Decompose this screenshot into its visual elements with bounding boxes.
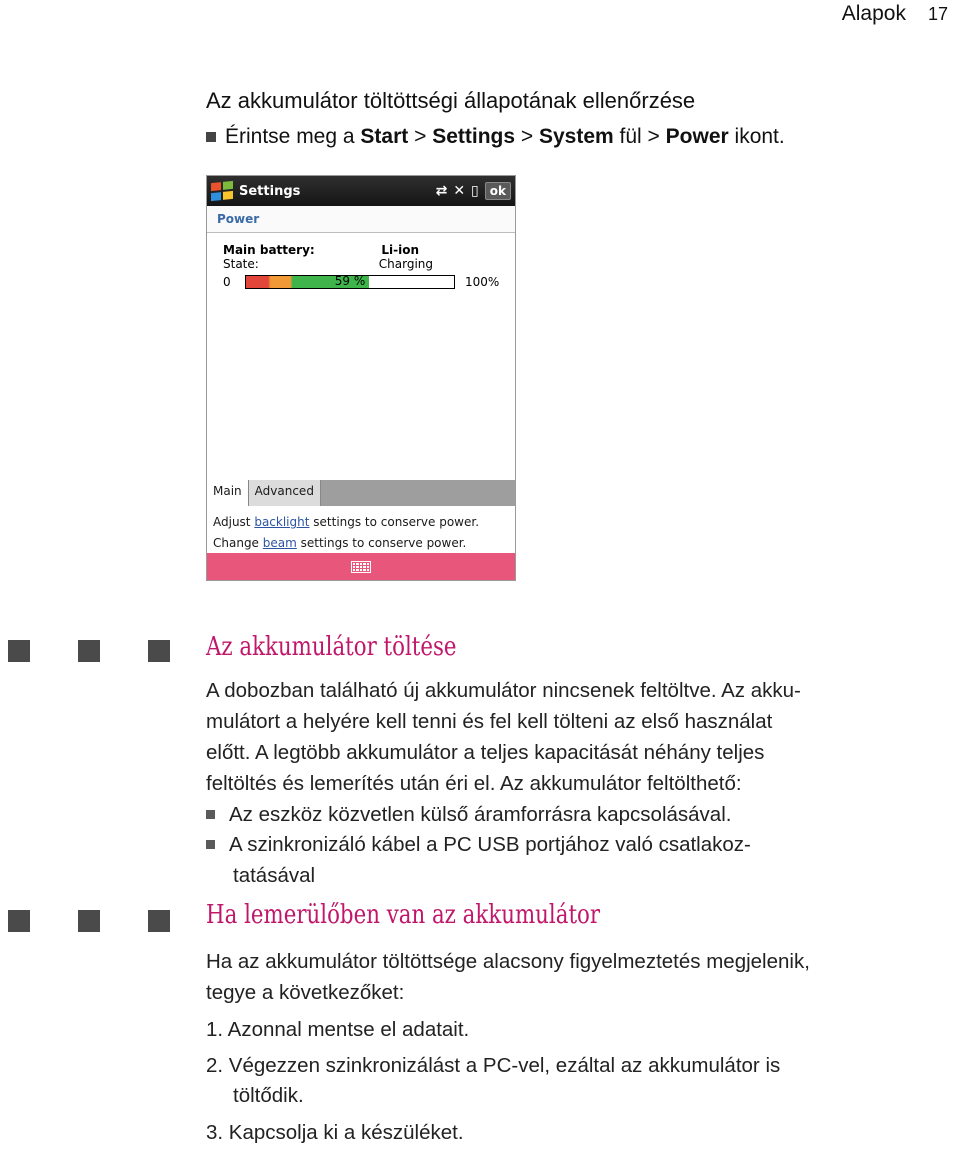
line2-pre: Change xyxy=(213,536,263,550)
instr-sep-1: > xyxy=(408,125,433,148)
section1-line-2: mulátort a helyére kell tenni és fel kell tölteni az első használat xyxy=(206,710,773,733)
sync-icon: ⇄ xyxy=(435,183,448,199)
phone-subtitle: Power xyxy=(207,206,515,233)
power-links xyxy=(213,512,479,554)
instr-sep-2: > xyxy=(515,125,539,148)
phone-tabs xyxy=(207,480,515,506)
phone-screenshot xyxy=(206,175,516,581)
section1-line-1: A dobozban található új akkumulátor nincsenek feltöltve. Az akku- xyxy=(206,679,801,702)
page-header xyxy=(842,0,948,28)
list-item: A szinkronizáló kábel a PC USB portjához való csatlakoz- xyxy=(206,830,751,860)
section-name: Alapok xyxy=(841,2,906,25)
list-item-continuation: tatásával xyxy=(233,864,316,887)
tab-main[interactable]: Main xyxy=(207,480,248,506)
line2-post: settings to conserve power. xyxy=(296,536,467,550)
state-value: Charging xyxy=(378,257,433,271)
line1-pre: Adjust xyxy=(213,515,255,529)
phone-title-bar xyxy=(207,176,515,206)
ok-button[interactable]: ok xyxy=(485,182,511,200)
step-3: 3. Kapcsolja ki a készüléket. xyxy=(206,1121,464,1144)
instr-text-1: Érintse meg a xyxy=(225,125,361,148)
instr-settings: Settings xyxy=(432,125,516,148)
list-item: Az eszköz közvetlen külső áramforrásra kapcsolásával. xyxy=(206,800,731,830)
bullet-icon xyxy=(206,840,215,849)
bar-max-label: 100% xyxy=(465,275,500,289)
section2-line-2: tegye a következőket: xyxy=(206,981,405,1004)
instr-system: System xyxy=(538,125,614,148)
bullet-icon xyxy=(206,810,215,819)
phone-title: Settings xyxy=(239,183,301,199)
battery-level-bar xyxy=(245,275,455,289)
instr-start: Start xyxy=(360,125,409,148)
phone-soft-key-bar xyxy=(207,553,515,580)
section2-line-1: Ha az akkumulátor töltöttsége alacsony figyelmeztetés megjelenik, xyxy=(206,950,810,973)
signal-off-icon: ✕ xyxy=(453,183,466,199)
section1-title: Az akkumulátor töltése xyxy=(206,632,457,662)
battery-charging-icon: ▯ xyxy=(471,183,479,199)
state-label: State: xyxy=(223,257,259,271)
section-marker xyxy=(8,640,170,662)
section1-line-4: feltöltés és lemerítés után éri el. Az akkumulátor feltölthető: xyxy=(206,772,742,795)
step-2-continuation: töltődik. xyxy=(233,1084,304,1107)
tab-advanced[interactable]: Advanced xyxy=(248,480,321,506)
page-number: 17 xyxy=(927,3,948,24)
instr-text-2: fül > xyxy=(613,125,666,148)
bullet-icon xyxy=(206,132,216,142)
bar-min-label: 0 xyxy=(223,275,231,289)
section-marker xyxy=(8,910,170,932)
windows-start-icon[interactable] xyxy=(211,181,233,201)
keyboard-icon[interactable] xyxy=(351,561,371,573)
beam-link[interactable]: beam xyxy=(262,536,297,550)
battery-info xyxy=(207,233,515,289)
instr-text-3: ikont. xyxy=(728,125,785,148)
battery-percent: 59 % xyxy=(334,274,366,288)
step-2: 2. Végezzen szinkronizálást a PC-vel, ezáltal az akkumulátor is xyxy=(206,1054,781,1077)
intro-heading: Az akkumulátor töltöttségi állapotának ellenőrzése xyxy=(206,88,696,113)
instruction-line xyxy=(206,125,785,149)
status-icons xyxy=(436,182,511,200)
backlight-link[interactable]: backlight xyxy=(254,515,310,529)
line1-post: settings to conserve power. xyxy=(309,515,480,529)
step-1: 1. Azonnal mentse el adatait. xyxy=(206,1018,470,1041)
instr-power: Power xyxy=(665,125,729,148)
main-battery-label: Main battery: xyxy=(223,243,315,257)
section2-title: Ha lemerülőben van az akkumulátor xyxy=(206,900,601,930)
main-battery-value: Li-ion xyxy=(381,243,419,257)
section1-line-3: előtt. A legtöbb akkumulátor a teljes kapacitását néhány teljes xyxy=(206,741,765,764)
